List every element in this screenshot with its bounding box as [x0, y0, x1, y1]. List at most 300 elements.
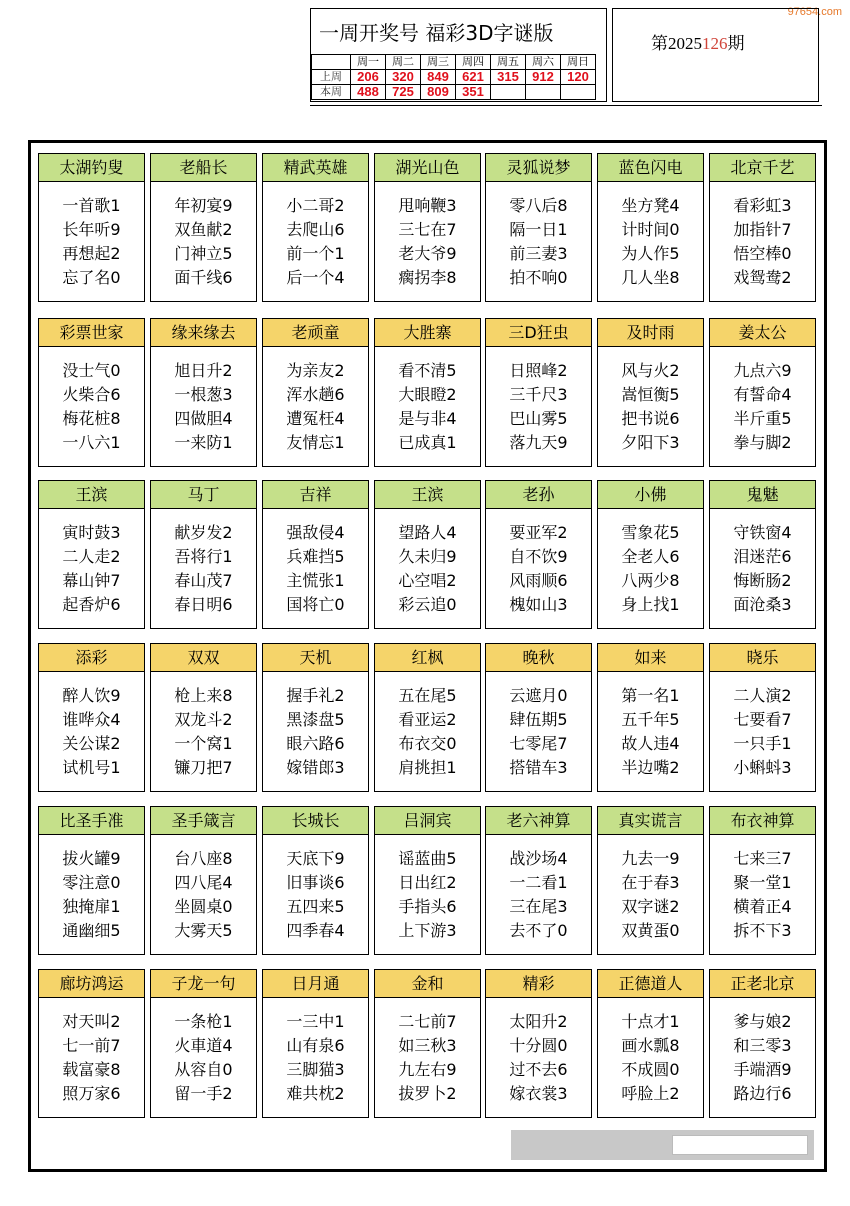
riddle-line: 是与非4: [398, 409, 457, 428]
riddle-card: [38, 153, 145, 302]
card-title: 比圣手准: [38, 806, 145, 835]
riddle-line: 为人作5: [621, 244, 680, 263]
result-cell: 120: [561, 70, 596, 85]
footer-box: [672, 1135, 808, 1155]
card-riddle-lines: [151, 1010, 256, 1106]
riddle-line: 七一前7: [62, 1036, 121, 1055]
card-title: 及时雨: [597, 318, 704, 347]
result-cell: 488: [351, 85, 386, 100]
riddle-line: 三七在7: [398, 220, 457, 239]
riddle-line: 八两少8: [621, 571, 680, 590]
riddle-card: [38, 643, 145, 792]
riddle-line: 聚一堂1: [733, 873, 792, 892]
riddle-line: 落九天9: [509, 433, 568, 452]
riddle-line: 十分圆0: [509, 1036, 568, 1055]
riddle-line: 遭冤枉4: [286, 409, 345, 428]
result-cell: 809: [421, 85, 456, 100]
riddle-line: 寅时鼓3: [62, 523, 121, 542]
riddle-line: 门神立5: [174, 244, 233, 263]
riddle-line: 战沙场4: [509, 849, 568, 868]
riddle-line: 一只手1: [733, 734, 792, 753]
riddle-line: 呼脸上2: [621, 1084, 680, 1103]
riddle-line: 上下游3: [398, 921, 457, 940]
riddle-line: 握手礼2: [286, 686, 345, 705]
result-cell: 725: [386, 85, 421, 100]
result-cell: 849: [421, 70, 456, 85]
riddle-line: 留一手2: [174, 1084, 233, 1103]
riddle-card: [374, 318, 481, 467]
riddle-line: 画水瓢8: [621, 1036, 680, 1055]
card-title: 廊坊鸿运: [38, 969, 145, 998]
riddle-line: 台八座8: [174, 849, 233, 868]
result-cell: [561, 85, 596, 100]
riddle-line: 一三中1: [286, 1012, 345, 1031]
riddle-line: 悔断肠2: [733, 571, 792, 590]
riddle-line: 大雾天5: [174, 921, 233, 940]
riddle-card: [38, 969, 145, 1118]
riddle-line: 五在尾5: [398, 686, 457, 705]
card-riddle-lines: [263, 359, 368, 455]
riddle-line: 计时间0: [621, 220, 680, 239]
riddle-line: 已成真1: [398, 433, 457, 452]
riddle-line: 强敌侵4: [286, 523, 345, 542]
riddle-line: 试机号1: [62, 758, 121, 777]
card-title: 正德道人: [597, 969, 704, 998]
result-cell: 621: [456, 70, 491, 85]
card-riddle-lines: [263, 521, 368, 617]
card-riddle-lines: [598, 847, 703, 943]
riddle-line: 一条枪1: [174, 1012, 233, 1031]
riddle-line: 载富豪8: [62, 1060, 121, 1079]
riddle-line: 四季春4: [286, 921, 345, 940]
card-title: 红枫: [374, 643, 481, 672]
riddle-line: 五四来5: [286, 897, 345, 916]
riddle-line: 和三零3: [733, 1036, 792, 1055]
riddle-card: [262, 806, 369, 955]
result-cell: 320: [386, 70, 421, 85]
result-cell: 206: [351, 70, 386, 85]
riddle-line: 火柴合6: [62, 385, 121, 404]
riddle-line: 拆不下3: [733, 921, 792, 940]
riddle-line: 日出红2: [398, 873, 457, 892]
riddle-line: 三千尺3: [509, 385, 568, 404]
card-riddle-lines: [598, 359, 703, 455]
riddle-line: 大眼瞪2: [398, 385, 457, 404]
card-riddle-lines: [263, 684, 368, 780]
riddle-line: 二七前7: [398, 1012, 457, 1031]
riddle-line: 去不了0: [509, 921, 568, 940]
riddle-line: 一二看1: [509, 873, 568, 892]
card-riddle-lines: [263, 194, 368, 290]
riddle-card: [374, 153, 481, 302]
riddle-line: 久未归9: [398, 547, 457, 566]
riddle-card: [374, 643, 481, 792]
riddle-line: 春山茂7: [174, 571, 233, 590]
riddle-line: 太阳升2: [509, 1012, 568, 1031]
riddle-card: [38, 480, 145, 629]
card-title: 彩票世家: [38, 318, 145, 347]
card-riddle-lines: [151, 521, 256, 617]
weekly-results-table: [311, 54, 596, 100]
card-title: 双双: [150, 643, 257, 672]
card-title: 精武英雄: [262, 153, 369, 182]
riddle-line: 看彩虹3: [733, 196, 792, 215]
row-label: 本周: [312, 85, 351, 100]
card-riddle-lines: [151, 359, 256, 455]
riddle-line: 兵难挡5: [286, 547, 345, 566]
issue-prefix: 第2025: [651, 34, 702, 53]
card-riddle-lines: [710, 521, 815, 617]
riddle-line: 火車道4: [174, 1036, 233, 1055]
riddle-line: 老大爷9: [398, 244, 457, 263]
riddle-line: 前一个1: [286, 244, 345, 263]
riddle-line: 九点六9: [733, 361, 792, 380]
riddle-line: 幕山钟7: [62, 571, 121, 590]
riddle-line: 布衣交0: [398, 734, 457, 753]
day-header: 周四: [456, 55, 491, 70]
riddle-line: 没士气0: [62, 361, 121, 380]
riddle-line: 隔一日1: [509, 220, 568, 239]
card-riddle-lines: [486, 847, 591, 943]
riddle-card: [597, 318, 704, 467]
card-riddle-lines: [151, 847, 256, 943]
riddle-line: 要亚军2: [509, 523, 568, 542]
riddle-card: [485, 969, 592, 1118]
riddle-line: 旭日升2: [174, 361, 233, 380]
riddle-card: [374, 806, 481, 955]
riddle-line: 零八后8: [509, 196, 568, 215]
riddle-line: 小二哥2: [286, 196, 345, 215]
riddle-card: [709, 643, 816, 792]
card-title: 灵狐说梦: [485, 153, 592, 182]
card-title: 精彩: [485, 969, 592, 998]
riddle-line: 搭错车3: [509, 758, 568, 777]
riddle-card: [485, 480, 592, 629]
card-riddle-lines: [486, 521, 591, 617]
day-header: 周二: [386, 55, 421, 70]
card-title: 正老北京: [709, 969, 816, 998]
card-riddle-lines: [39, 847, 144, 943]
riddle-line: 三脚猫3: [286, 1060, 345, 1079]
site-watermark: 97654.com: [787, 6, 842, 18]
riddle-line: 七来三7: [733, 849, 792, 868]
card-riddle-lines: [375, 521, 480, 617]
riddle-line: 对天叫2: [62, 1012, 121, 1031]
card-riddle-lines: [263, 1010, 368, 1106]
day-header: 周一: [351, 55, 386, 70]
riddle-line: 坐圆桌0: [174, 897, 233, 916]
riddle-line: 四八尾4: [174, 873, 233, 892]
riddle-card: [709, 480, 816, 629]
riddle-line: 泪迷茫6: [733, 547, 792, 566]
riddle-card: [262, 318, 369, 467]
riddle-line: 手端酒9: [733, 1060, 792, 1079]
riddle-line: 横着正4: [733, 897, 792, 916]
riddle-line: 槐如山3: [509, 595, 568, 614]
card-title: 添彩: [38, 643, 145, 672]
riddle-card: [262, 153, 369, 302]
card-title: 小佛: [597, 480, 704, 509]
riddle-line: 四做胆4: [174, 409, 233, 428]
riddle-line: 谁哗众4: [62, 710, 121, 729]
riddle-line: 眼六路6: [286, 734, 345, 753]
riddle-line: 有誓命4: [733, 385, 792, 404]
riddle-line: 手指头6: [398, 897, 457, 916]
riddle-line: 如三秋3: [398, 1036, 457, 1055]
card-title: 日月通: [262, 969, 369, 998]
riddle-line: 后一个4: [286, 268, 345, 287]
card-riddle-lines: [39, 684, 144, 780]
riddle-line: 嵩恒衡5: [621, 385, 680, 404]
card-title: 金和: [374, 969, 481, 998]
riddle-line: 一来防1: [174, 433, 233, 452]
card-title: 如来: [597, 643, 704, 672]
card-title: 圣手箴言: [150, 806, 257, 835]
riddle-line: 主慌张1: [286, 571, 345, 590]
riddle-line: 几人坐8: [621, 268, 680, 287]
riddle-line: 云遮月0: [509, 686, 568, 705]
day-header: 周六: [526, 55, 561, 70]
riddle-line: 看亚运2: [398, 710, 457, 729]
riddle-line: 去爬山6: [286, 220, 345, 239]
riddle-line: 天底下9: [286, 849, 345, 868]
header-divider: [310, 105, 822, 106]
riddle-line: 自不饮9: [509, 547, 568, 566]
riddle-line: 面沧桑3: [733, 595, 792, 614]
riddle-line: 在于春3: [621, 873, 680, 892]
riddle-grid-frame: [28, 140, 827, 1172]
card-title: 缘来缘去: [150, 318, 257, 347]
riddle-line: 通幽细5: [62, 921, 121, 940]
result-cell: [491, 85, 526, 100]
card-riddle-lines: [486, 194, 591, 290]
result-cell: 315: [491, 70, 526, 85]
riddle-line: 夕阳下3: [621, 433, 680, 452]
riddle-line: 戏鸳鸯2: [733, 268, 792, 287]
riddle-card: [597, 643, 704, 792]
riddle-line: 一根葱3: [174, 385, 233, 404]
riddle-line: 五千年5: [621, 710, 680, 729]
this-week-row: [312, 85, 596, 100]
riddle-line: 九左右9: [398, 1060, 457, 1079]
riddle-line: 加指针7: [733, 220, 792, 239]
issue-label: [651, 29, 745, 54]
riddle-card: [38, 806, 145, 955]
card-title: 王滨: [38, 480, 145, 509]
day-header: 周五: [491, 55, 526, 70]
riddle-line: 坐方凳4: [621, 196, 680, 215]
riddle-line: 双鱼献2: [174, 220, 233, 239]
riddle-line: 瘸拐李8: [398, 268, 457, 287]
riddle-line: 零注意0: [62, 873, 121, 892]
riddle-card: [709, 969, 816, 1118]
card-riddle-lines: [710, 194, 815, 290]
riddle-card: [597, 480, 704, 629]
card-title: 老孙: [485, 480, 592, 509]
riddle-line: 拔罗卜2: [398, 1084, 457, 1103]
riddle-line: 长年听9: [62, 220, 121, 239]
card-riddle-lines: [39, 194, 144, 290]
riddle-line: 半边嘴2: [621, 758, 680, 777]
card-title: 太湖钓叟: [38, 153, 145, 182]
riddle-card: [262, 969, 369, 1118]
riddle-line: 难共枕2: [286, 1084, 345, 1103]
riddle-line: 起香炉6: [62, 595, 121, 614]
riddle-card: [262, 480, 369, 629]
card-riddle-lines: [263, 847, 368, 943]
riddle-line: 半斤重5: [733, 409, 792, 428]
card-riddle-lines: [710, 359, 815, 455]
riddle-line: 拍不响0: [509, 268, 568, 287]
riddle-line: 旧事谈6: [286, 873, 345, 892]
riddle-card: [374, 480, 481, 629]
weekly-results-panel: [310, 8, 607, 102]
riddle-line: 七要看7: [733, 710, 792, 729]
card-riddle-lines: [39, 359, 144, 455]
card-riddle-lines: [375, 1010, 480, 1106]
card-title: 布衣神算: [709, 806, 816, 835]
riddle-line: 悟空棒0: [733, 244, 792, 263]
riddle-line: 年初宴9: [174, 196, 233, 215]
card-title: 晓乐: [709, 643, 816, 672]
riddle-line: 日照峰2: [509, 361, 568, 380]
header-title: 一周开奖号 福彩3D字谜版: [319, 21, 554, 45]
card-riddle-lines: [598, 521, 703, 617]
riddle-line: 双字谜2: [621, 897, 680, 916]
riddle-line: 七零尾7: [509, 734, 568, 753]
row-label: 上周: [312, 70, 351, 85]
day-header: 周日: [561, 55, 596, 70]
card-title: 马丁: [150, 480, 257, 509]
riddle-line: 路边行6: [733, 1084, 792, 1103]
result-cell: 351: [456, 85, 491, 100]
riddle-line: 再想起2: [62, 244, 121, 263]
card-title: 鬼魅: [709, 480, 816, 509]
riddle-line: 心空唱2: [398, 571, 457, 590]
card-title: 蓝色闪电: [597, 153, 704, 182]
card-title: 晚秋: [485, 643, 592, 672]
riddle-line: 不成圆0: [621, 1060, 680, 1079]
card-riddle-lines: [486, 1010, 591, 1106]
issue-panel: [612, 8, 819, 102]
riddle-card: [38, 318, 145, 467]
riddle-line: 第一名1: [621, 686, 680, 705]
riddle-line: 双龙斗2: [174, 710, 233, 729]
card-riddle-lines: [375, 684, 480, 780]
riddle-card: [597, 969, 704, 1118]
riddle-card: [709, 318, 816, 467]
riddle-line: 照万家6: [62, 1084, 121, 1103]
riddle-line: 忘了名0: [62, 268, 121, 287]
card-riddle-lines: [151, 684, 256, 780]
card-riddle-lines: [598, 194, 703, 290]
riddle-line: 献岁发2: [174, 523, 233, 542]
riddle-line: 望路人4: [398, 523, 457, 542]
card-riddle-lines: [598, 684, 703, 780]
card-title: 老顽童: [262, 318, 369, 347]
day-header: 周三: [421, 55, 456, 70]
card-title: 天机: [262, 643, 369, 672]
riddle-line: 一首歌1: [62, 196, 121, 215]
riddle-card: [485, 318, 592, 467]
card-title: 长城长: [262, 806, 369, 835]
riddle-card: [150, 153, 257, 302]
riddle-line: 独掩扉1: [62, 897, 121, 916]
riddle-line: 风雨顺6: [509, 571, 568, 590]
card-riddle-lines: [39, 521, 144, 617]
corner-cell: [312, 55, 351, 70]
card-riddle-lines: [375, 847, 480, 943]
riddle-line: 黑漆盘5: [286, 710, 345, 729]
riddle-line: 拳与脚2: [733, 433, 792, 452]
riddle-line: 浑水趟6: [286, 385, 345, 404]
riddle-line: 关公谋2: [62, 734, 121, 753]
riddle-line: 十点才1: [621, 1012, 680, 1031]
riddle-line: 巴山雾5: [509, 409, 568, 428]
card-title: 吉祥: [262, 480, 369, 509]
riddle-line: 故人违4: [621, 734, 680, 753]
riddle-line: 一个窝1: [174, 734, 233, 753]
riddle-line: 山有泉6: [286, 1036, 345, 1055]
riddle-card: [150, 806, 257, 955]
riddle-line: 看不清5: [398, 361, 457, 380]
riddle-line: 春日明6: [174, 595, 233, 614]
riddle-line: 三在尾3: [509, 897, 568, 916]
riddle-line: 小蝌蚪3: [733, 758, 792, 777]
riddle-line: 风与火2: [621, 361, 680, 380]
riddle-line: 把书说6: [621, 409, 680, 428]
last-week-row: [312, 70, 596, 85]
riddle-line: 嫁衣裳3: [509, 1084, 568, 1103]
card-riddle-lines: [710, 847, 815, 943]
card-riddle-lines: [486, 359, 591, 455]
riddle-card: [150, 480, 257, 629]
riddle-card: [150, 643, 257, 792]
result-cell: 912: [526, 70, 561, 85]
riddle-card: [597, 153, 704, 302]
riddle-card: [262, 643, 369, 792]
riddle-line: 一八六1: [62, 433, 121, 452]
riddle-line: 友情忘1: [286, 433, 345, 452]
riddle-line: 身上找1: [621, 595, 680, 614]
riddle-line: 枪上来8: [174, 686, 233, 705]
result-cell: [526, 85, 561, 100]
riddle-line: 醉人饮9: [62, 686, 121, 705]
riddle-card: [709, 153, 816, 302]
issue-number: 126: [702, 34, 728, 53]
card-title: 老六神算: [485, 806, 592, 835]
riddle-line: 彩云追0: [398, 595, 457, 614]
riddle-card: [485, 806, 592, 955]
riddle-card: [485, 153, 592, 302]
riddle-line: 镰刀把7: [174, 758, 233, 777]
card-riddle-lines: [598, 1010, 703, 1106]
card-title: 北京千艺: [709, 153, 816, 182]
riddle-line: 拔火罐9: [62, 849, 121, 868]
card-riddle-lines: [375, 194, 480, 290]
issue-suffix: 期: [727, 34, 745, 53]
riddle-line: 梅花桩8: [62, 409, 121, 428]
riddle-card: [485, 643, 592, 792]
card-title: 真实谎言: [597, 806, 704, 835]
riddle-line: 前三妻3: [509, 244, 568, 263]
card-riddle-lines: [710, 1010, 815, 1106]
riddle-line: 爹与娘2: [733, 1012, 792, 1031]
card-title: 三D狂虫: [485, 318, 592, 347]
card-title: 子龙一句: [150, 969, 257, 998]
riddle-line: 双黄蛋0: [621, 921, 680, 940]
riddle-card: [597, 806, 704, 955]
